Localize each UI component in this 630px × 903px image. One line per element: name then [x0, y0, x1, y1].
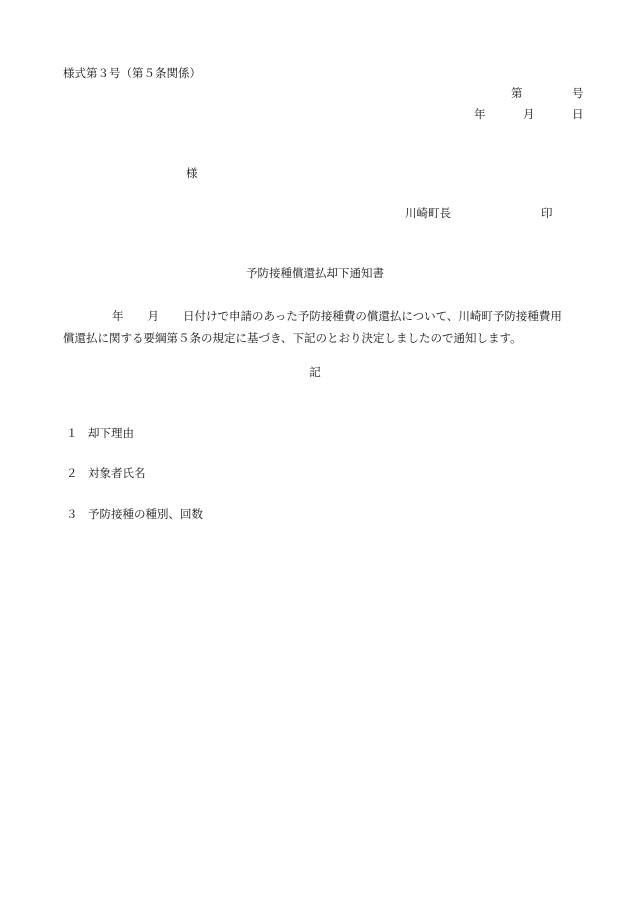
body-line-1-text: 日付けで申請のあった予防接種費の償還払について、川崎町予防接種費用 — [183, 309, 562, 323]
date-year-label: 年 — [474, 107, 486, 121]
list-item-label: 予防接種の種別、回数 — [88, 507, 203, 521]
document-number-suffix: 号 — [572, 86, 584, 100]
list-item-number: ３ — [66, 507, 78, 521]
list-item-number: １ — [66, 426, 78, 440]
date-month-label: 月 — [523, 107, 535, 121]
list-item-number: ２ — [66, 466, 78, 480]
list-item-rejection-reason — [66, 426, 134, 440]
form-number: 様式第３号（第５条関係） — [63, 66, 201, 80]
body-month-label: 月 — [147, 309, 159, 323]
recipient-honorific: 様 — [186, 166, 198, 180]
memo-heading: 記 — [309, 365, 321, 379]
list-item-label: 対象者氏名 — [88, 466, 146, 480]
notice-body-line-2: 償還払に関する要綱第５条の規定に基づき、下記のとおり決定しましたので通知します。 — [63, 331, 522, 345]
sender-title: 川崎町長 — [405, 206, 451, 220]
seal-mark: 印 — [541, 206, 553, 220]
notice-body — [63, 305, 585, 349]
date-day-label: 日 — [572, 107, 584, 121]
list-item-label: 却下理由 — [88, 426, 134, 440]
list-item-subject-name — [66, 466, 146, 480]
document-title: 予防接種償還払却下通知書 — [246, 266, 384, 280]
list-item-vaccination-type — [66, 507, 203, 521]
notice-body-line-1 — [63, 305, 585, 327]
body-year-label: 年 — [112, 309, 124, 323]
document-number-prefix: 第 — [511, 86, 523, 100]
